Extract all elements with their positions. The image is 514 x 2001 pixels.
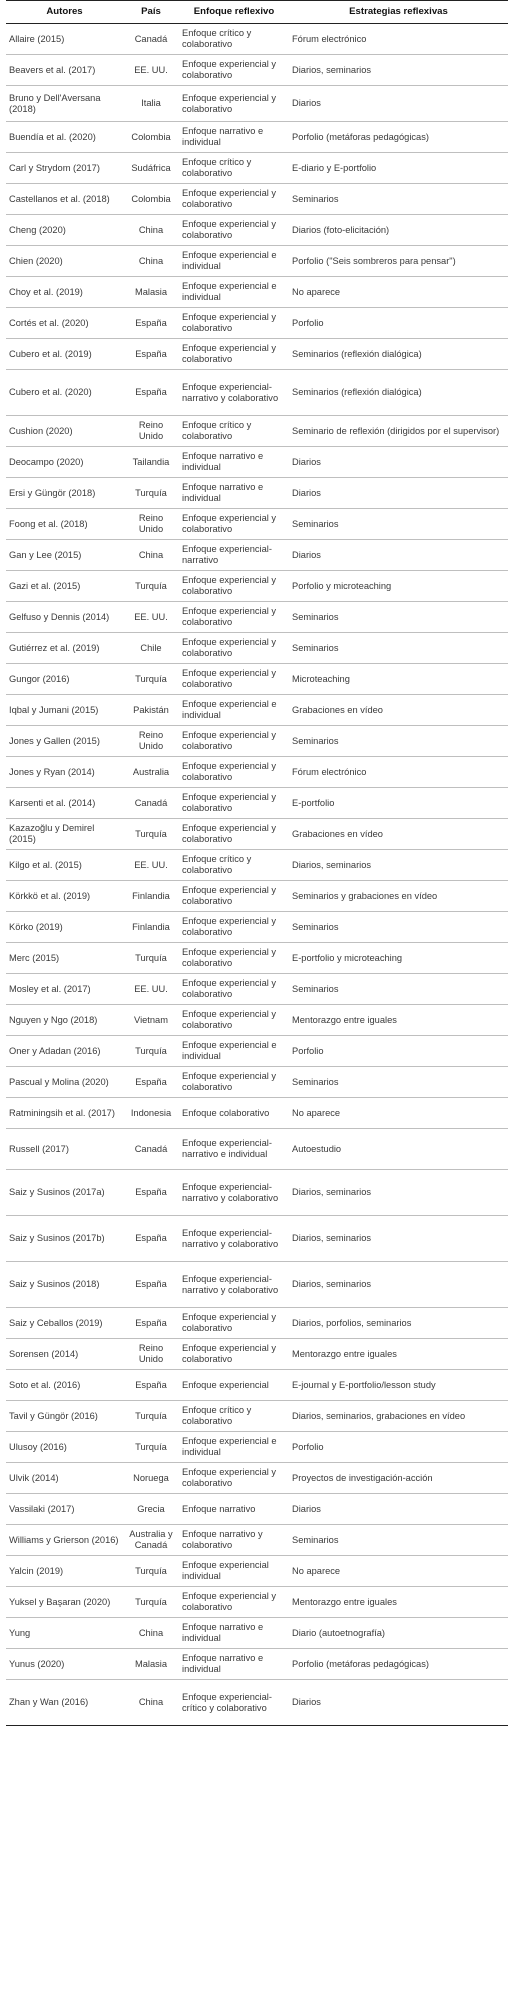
autor-cell: Ersi y Güngör (2018) xyxy=(6,478,123,509)
pais-cell: Italia xyxy=(123,86,179,122)
estrategias-cell: Seminarios xyxy=(289,1525,508,1556)
table-row xyxy=(6,1262,508,1308)
enfoque-cell: Enfoque narrativo e individual xyxy=(179,1618,289,1649)
table-row xyxy=(6,1339,508,1370)
autor-cell: Russell (2017) xyxy=(6,1129,123,1170)
estrategias-cell: Diarios (foto-elicitación) xyxy=(289,215,508,246)
pais-cell: Malasia xyxy=(123,277,179,308)
table-row xyxy=(6,86,508,122)
enfoque-cell: Enfoque experiencial-narrativo y colaborativo xyxy=(179,370,289,416)
autor-cell: Gelfuso y Dennis (2014) xyxy=(6,602,123,633)
table-row xyxy=(6,1556,508,1587)
enfoque-cell: Enfoque crítico y colaborativo xyxy=(179,153,289,184)
table-row xyxy=(6,370,508,416)
table-row xyxy=(6,1170,508,1216)
enfoque-cell: Enfoque experiencial- narrativo xyxy=(179,540,289,571)
pais-cell: China xyxy=(123,1680,179,1726)
enfoque-cell: Enfoque colaborativo xyxy=(179,1098,289,1129)
estrategias-cell: E-journal y E-portfolio/lesson study xyxy=(289,1370,508,1401)
pais-cell: Finlandia xyxy=(123,881,179,912)
pais-cell: China xyxy=(123,540,179,571)
enfoque-cell: Enfoque experiencial-narrativo y colaborativo xyxy=(179,1262,289,1308)
authors-table xyxy=(6,0,508,1726)
autor-cell: Vassilaki (2017) xyxy=(6,1494,123,1525)
estrategias-cell: Microteaching xyxy=(289,664,508,695)
table-row xyxy=(6,633,508,664)
pais-cell: EE. UU. xyxy=(123,974,179,1005)
enfoque-cell: Enfoque experiencial y colaborativo xyxy=(179,184,289,215)
table-row xyxy=(6,478,508,509)
pais-cell: España xyxy=(123,308,179,339)
autor-cell: Saiz y Susinos (2017b) xyxy=(6,1216,123,1262)
estrategias-cell: No aparece xyxy=(289,1556,508,1587)
enfoque-cell: Enfoque narrativo e individual xyxy=(179,447,289,478)
enfoque-cell: Enfoque experiencial e individual xyxy=(179,246,289,277)
pais-cell: Turquía xyxy=(123,943,179,974)
enfoque-cell: Enfoque experiencial individual xyxy=(179,1556,289,1587)
enfoque-cell: Enfoque experiencial-narrativo y colaborativo xyxy=(179,1170,289,1216)
pais-cell: España xyxy=(123,370,179,416)
autor-cell: Gazi et al. (2015) xyxy=(6,571,123,602)
autor-cell: Oner y Adadan (2016) xyxy=(6,1036,123,1067)
pais-cell: Malasia xyxy=(123,1649,179,1680)
estrategias-cell: Porfolio (metáforas pedagógicas) xyxy=(289,1649,508,1680)
table-row xyxy=(6,153,508,184)
autor-cell: Foong et al. (2018) xyxy=(6,509,123,540)
pais-cell: Finlandia xyxy=(123,912,179,943)
estrategias-cell: Seminarios (reflexión dialógica) xyxy=(289,339,508,370)
estrategias-cell: Mentorazgo entre iguales xyxy=(289,1005,508,1036)
table-row xyxy=(6,664,508,695)
enfoque-cell: Enfoque experiencial y colaborativo xyxy=(179,1587,289,1618)
autor-cell: Ulvik (2014) xyxy=(6,1463,123,1494)
table-row xyxy=(6,277,508,308)
pais-cell: China xyxy=(123,246,179,277)
enfoque-cell: Enfoque experiencial y colaborativo xyxy=(179,1005,289,1036)
autor-cell: Tavil y Güngör (2016) xyxy=(6,1401,123,1432)
pais-cell: Reino Unido xyxy=(123,416,179,447)
autor-cell: Yunus (2020) xyxy=(6,1649,123,1680)
enfoque-cell: Enfoque experiencial y colaborativo xyxy=(179,1463,289,1494)
autor-cell: Soto et al. (2016) xyxy=(6,1370,123,1401)
table-row xyxy=(6,1005,508,1036)
autor-cell: Sorensen (2014) xyxy=(6,1339,123,1370)
pais-cell: España xyxy=(123,1067,179,1098)
autor-cell: Bruno y Dell'Aversana (2018) xyxy=(6,86,123,122)
pais-cell: Turquía xyxy=(123,819,179,850)
autor-cell: Gutiérrez et al. (2019) xyxy=(6,633,123,664)
autor-cell: Iqbal y Jumani (2015) xyxy=(6,695,123,726)
pais-cell: Turquía xyxy=(123,571,179,602)
estrategias-cell: Fórum electrónico xyxy=(289,757,508,788)
estrategias-cell: Seminarios xyxy=(289,726,508,757)
autor-cell: Kazazoğlu y Demirel (2015) xyxy=(6,819,123,850)
enfoque-cell: Enfoque experiencial y colaborativo xyxy=(179,633,289,664)
estrategias-cell: Proyectos de investigación-acción xyxy=(289,1463,508,1494)
autor-cell: Merc (2015) xyxy=(6,943,123,974)
table-row xyxy=(6,726,508,757)
estrategias-cell: Seminarios (reflexión dialógica) xyxy=(289,370,508,416)
table-row xyxy=(6,55,508,86)
estrategias-cell: Porfolio xyxy=(289,1036,508,1067)
autor-cell: Saiz y Susinos (2017a) xyxy=(6,1170,123,1216)
estrategias-cell: Diarios, seminarios xyxy=(289,1262,508,1308)
autor-cell: Cubero et al. (2019) xyxy=(6,339,123,370)
table-row xyxy=(6,447,508,478)
enfoque-cell: Enfoque experiencial y colaborativo xyxy=(179,788,289,819)
header-estrategias: Estrategias reflexivas xyxy=(289,1,508,24)
pais-cell: Canadá xyxy=(123,24,179,55)
estrategias-cell: Autoestudio xyxy=(289,1129,508,1170)
autor-cell: Karsenti et al. (2014) xyxy=(6,788,123,819)
table-row xyxy=(6,1525,508,1556)
table-row xyxy=(6,695,508,726)
enfoque-cell: Enfoque crítico y colaborativo xyxy=(179,24,289,55)
table-row xyxy=(6,1370,508,1401)
table-row xyxy=(6,757,508,788)
autor-cell: Choy et al. (2019) xyxy=(6,277,123,308)
table-row xyxy=(6,540,508,571)
pais-cell: EE. UU. xyxy=(123,850,179,881)
pais-cell: Tailandia xyxy=(123,447,179,478)
estrategias-cell: Seminarios y grabaciones en vídeo xyxy=(289,881,508,912)
estrategias-cell: No aparece xyxy=(289,277,508,308)
enfoque-cell: Enfoque experiencial y colaborativo xyxy=(179,1308,289,1339)
autor-cell: Zhan y Wan (2016) xyxy=(6,1680,123,1726)
estrategias-cell: Fórum electrónico xyxy=(289,24,508,55)
enfoque-cell: Enfoque experiencial-crítico y colaborativo xyxy=(179,1680,289,1726)
autor-cell: Cushion (2020) xyxy=(6,416,123,447)
autor-cell: Chien (2020) xyxy=(6,246,123,277)
pais-cell: España xyxy=(123,1170,179,1216)
estrategias-cell: Mentorazgo entre iguales xyxy=(289,1339,508,1370)
header-autores: Autores xyxy=(6,1,123,24)
enfoque-cell: Enfoque experiencial y colaborativo xyxy=(179,509,289,540)
pais-cell: Sudáfrica xyxy=(123,153,179,184)
pais-cell: Grecia xyxy=(123,1494,179,1525)
enfoque-cell: Enfoque experiencial y colaborativo xyxy=(179,308,289,339)
table-row xyxy=(6,1129,508,1170)
estrategias-cell: Seminarios xyxy=(289,633,508,664)
pais-cell: Turquía xyxy=(123,1587,179,1618)
pais-cell: España xyxy=(123,1370,179,1401)
pais-cell: España xyxy=(123,1262,179,1308)
enfoque-cell: Enfoque narrativo xyxy=(179,1494,289,1525)
table-row xyxy=(6,1587,508,1618)
autor-cell: Gungor (2016) xyxy=(6,664,123,695)
autor-cell: Deocampo (2020) xyxy=(6,447,123,478)
autor-cell: Saiz y Susinos (2018) xyxy=(6,1262,123,1308)
enfoque-cell: Enfoque narrativo e individual xyxy=(179,122,289,153)
autor-cell: Yuksel y Başaran (2020) xyxy=(6,1587,123,1618)
enfoque-cell: Enfoque experiencial y colaborativo xyxy=(179,215,289,246)
enfoque-cell: Enfoque experiencial y colaborativo xyxy=(179,571,289,602)
table-row xyxy=(6,602,508,633)
autor-cell: Beavers et al. (2017) xyxy=(6,55,123,86)
estrategias-cell: Diarios, seminarios xyxy=(289,1216,508,1262)
autor-cell: Jones y Ryan (2014) xyxy=(6,757,123,788)
estrategias-cell: Diarios, seminarios xyxy=(289,1170,508,1216)
pais-cell: Vietnam xyxy=(123,1005,179,1036)
enfoque-cell: Enfoque experiencial y colaborativo xyxy=(179,881,289,912)
pais-cell: Australia xyxy=(123,757,179,788)
autor-cell: Yalcin (2019) xyxy=(6,1556,123,1587)
pais-cell: España xyxy=(123,1216,179,1262)
autor-cell: Kilgo et al. (2015) xyxy=(6,850,123,881)
pais-cell: EE. UU. xyxy=(123,602,179,633)
table-row xyxy=(6,1463,508,1494)
enfoque-cell: Enfoque experiencial y colaborativo xyxy=(179,664,289,695)
table-row xyxy=(6,1098,508,1129)
estrategias-cell: Porfolio y microteaching xyxy=(289,571,508,602)
table-body xyxy=(6,24,508,1726)
pais-cell: Reino Unido xyxy=(123,726,179,757)
estrategias-cell: Diarios xyxy=(289,1680,508,1726)
autor-cell: Gan y Lee (2015) xyxy=(6,540,123,571)
autor-cell: Cortés et al. (2020) xyxy=(6,308,123,339)
enfoque-cell: Enfoque experiencial-narrativo e individual xyxy=(179,1129,289,1170)
pais-cell: Turquía xyxy=(123,1036,179,1067)
table-row xyxy=(6,1308,508,1339)
table-row xyxy=(6,819,508,850)
pais-cell: Canadá xyxy=(123,788,179,819)
estrategias-cell: Diarios xyxy=(289,540,508,571)
estrategias-cell: Seminarios xyxy=(289,184,508,215)
table-row xyxy=(6,246,508,277)
table-row xyxy=(6,339,508,370)
enfoque-cell: Enfoque experiencial e individual xyxy=(179,1432,289,1463)
enfoque-cell: Enfoque experiencial y colaborativo xyxy=(179,974,289,1005)
pais-cell: Colombia xyxy=(123,184,179,215)
autor-cell: Körkkö et al. (2019) xyxy=(6,881,123,912)
autor-cell: Saiz y Ceballos (2019) xyxy=(6,1308,123,1339)
autor-cell: Pascual y Molina (2020) xyxy=(6,1067,123,1098)
enfoque-cell: Enfoque experiencial y colaborativo xyxy=(179,1067,289,1098)
autor-cell: Castellanos et al. (2018) xyxy=(6,184,123,215)
enfoque-cell: Enfoque experiencial y colaborativo xyxy=(179,1339,289,1370)
estrategias-cell: E-portfolio y microteaching xyxy=(289,943,508,974)
table-row xyxy=(6,571,508,602)
table-row xyxy=(6,1680,508,1726)
autor-cell: Mosley et al. (2017) xyxy=(6,974,123,1005)
pais-cell: China xyxy=(123,1618,179,1649)
header-pais: País xyxy=(123,1,179,24)
enfoque-cell: Enfoque experiencial y colaborativo xyxy=(179,943,289,974)
pais-cell: Reino Unido xyxy=(123,1339,179,1370)
estrategias-cell: Diarios, seminarios xyxy=(289,850,508,881)
pais-cell: Turquía xyxy=(123,478,179,509)
enfoque-cell: Enfoque crítico y colaborativo xyxy=(179,1401,289,1432)
table-row xyxy=(6,881,508,912)
table-row xyxy=(6,1067,508,1098)
estrategias-cell: Diarios xyxy=(289,478,508,509)
pais-cell: EE. UU. xyxy=(123,55,179,86)
estrategias-cell: E-diario y E-portfolio xyxy=(289,153,508,184)
table-row xyxy=(6,24,508,55)
estrategias-cell: Diarios xyxy=(289,447,508,478)
autor-cell: Ulusoy (2016) xyxy=(6,1432,123,1463)
enfoque-cell: Enfoque crítico y colaborativo xyxy=(179,416,289,447)
estrategias-cell: Diarios, porfolios, seminarios xyxy=(289,1308,508,1339)
estrategias-cell: Porfolio (metáforas pedagógicas) xyxy=(289,122,508,153)
autor-cell: Williams y Grierson (2016) xyxy=(6,1525,123,1556)
enfoque-cell: Enfoque narrativo e individual xyxy=(179,1649,289,1680)
estrategias-cell: Seminarios xyxy=(289,1067,508,1098)
estrategias-cell: Diarios, seminarios xyxy=(289,55,508,86)
header-enfoque: Enfoque reflexivo xyxy=(179,1,289,24)
pais-cell: España xyxy=(123,1308,179,1339)
table-row xyxy=(6,943,508,974)
autor-cell: Yung xyxy=(6,1618,123,1649)
table-row xyxy=(6,1494,508,1525)
autor-cell: Nguyen y Ngo (2018) xyxy=(6,1005,123,1036)
pais-cell: Australia y Canadá xyxy=(123,1525,179,1556)
enfoque-cell: Enfoque experiencial y colaborativo xyxy=(179,602,289,633)
estrategias-cell: Seminarios xyxy=(289,509,508,540)
estrategias-cell: No aparece xyxy=(289,1098,508,1129)
enfoque-cell: Enfoque crítico y colaborativo xyxy=(179,850,289,881)
pais-cell: Turquía xyxy=(123,1432,179,1463)
enfoque-cell: Enfoque experiencial y colaborativo xyxy=(179,339,289,370)
estrategias-cell: Porfolio xyxy=(289,308,508,339)
enfoque-cell: Enfoque experiencial e individual xyxy=(179,1036,289,1067)
estrategias-cell: Porfolio xyxy=(289,1432,508,1463)
table-row xyxy=(6,850,508,881)
autor-cell: Jones y Gallen (2015) xyxy=(6,726,123,757)
pais-cell: Turquía xyxy=(123,664,179,695)
enfoque-cell: Enfoque experiencial y colaborativo xyxy=(179,819,289,850)
enfoque-cell: Enfoque narrativo e individual xyxy=(179,478,289,509)
enfoque-cell: Enfoque experiencial y colaborativo xyxy=(179,757,289,788)
estrategias-cell: E-portfolio xyxy=(289,788,508,819)
enfoque-cell: Enfoque experiencial y colaborativo xyxy=(179,55,289,86)
pais-cell: Pakistán xyxy=(123,695,179,726)
enfoque-cell: Enfoque experiencial y colaborativo xyxy=(179,912,289,943)
table-row xyxy=(6,184,508,215)
autor-cell: Allaire (2015) xyxy=(6,24,123,55)
estrategias-cell: Seminarios xyxy=(289,912,508,943)
estrategias-cell: Diarios xyxy=(289,1494,508,1525)
autor-cell: Ratminingsih et al. (2017) xyxy=(6,1098,123,1129)
estrategias-cell: Seminarios xyxy=(289,974,508,1005)
table-row xyxy=(6,912,508,943)
enfoque-cell: Enfoque experiencial e individual xyxy=(179,277,289,308)
table-row xyxy=(6,215,508,246)
table-row xyxy=(6,1618,508,1649)
pais-cell: Reino Unido xyxy=(123,509,179,540)
estrategias-cell: Diarios, seminarios, grabaciones en vídeo xyxy=(289,1401,508,1432)
table-row xyxy=(6,509,508,540)
pais-cell: Canadá xyxy=(123,1129,179,1170)
header-row xyxy=(6,1,508,24)
table-row xyxy=(6,974,508,1005)
table-row xyxy=(6,1432,508,1463)
pais-cell: Turquía xyxy=(123,1401,179,1432)
estrategias-cell: Porfolio ("Seis sombreros para pensar") xyxy=(289,246,508,277)
pais-cell: China xyxy=(123,215,179,246)
enfoque-cell: Enfoque experiencial y colaborativo xyxy=(179,726,289,757)
table-row xyxy=(6,1401,508,1432)
enfoque-cell: Enfoque experiencial-narrativo y colaborativo xyxy=(179,1216,289,1262)
autor-cell: Cubero et al. (2020) xyxy=(6,370,123,416)
autor-cell: Buendía et al. (2020) xyxy=(6,122,123,153)
table-row xyxy=(6,122,508,153)
estrategias-cell: Grabaciones en vídeo xyxy=(289,695,508,726)
estrategias-cell: Diario (autoetnografía) xyxy=(289,1618,508,1649)
pais-cell: Turquía xyxy=(123,1556,179,1587)
table-row xyxy=(6,308,508,339)
estrategias-cell: Seminarios xyxy=(289,602,508,633)
pais-cell: Indonesia xyxy=(123,1098,179,1129)
pais-cell: Noruega xyxy=(123,1463,179,1494)
autor-cell: Körko (2019) xyxy=(6,912,123,943)
enfoque-cell: Enfoque experiencial y colaborativo xyxy=(179,86,289,122)
estrategias-cell: Mentorazgo entre iguales xyxy=(289,1587,508,1618)
pais-cell: España xyxy=(123,339,179,370)
estrategias-cell: Diarios xyxy=(289,86,508,122)
estrategias-cell: Seminario de reflexión (dirigidos por el supervisor) xyxy=(289,416,508,447)
estrategias-cell: Grabaciones en vídeo xyxy=(289,819,508,850)
table-row xyxy=(6,1649,508,1680)
pais-cell: Chile xyxy=(123,633,179,664)
pais-cell: Colombia xyxy=(123,122,179,153)
autor-cell: Cheng (2020) xyxy=(6,215,123,246)
enfoque-cell: Enfoque experiencial xyxy=(179,1370,289,1401)
enfoque-cell: Enfoque experiencial e individual xyxy=(179,695,289,726)
table-row xyxy=(6,416,508,447)
enfoque-cell: Enfoque narrativo y colaborativo xyxy=(179,1525,289,1556)
table-row xyxy=(6,1036,508,1067)
autor-cell: Carl y Strydom (2017) xyxy=(6,153,123,184)
table-row xyxy=(6,788,508,819)
table-row xyxy=(6,1216,508,1262)
